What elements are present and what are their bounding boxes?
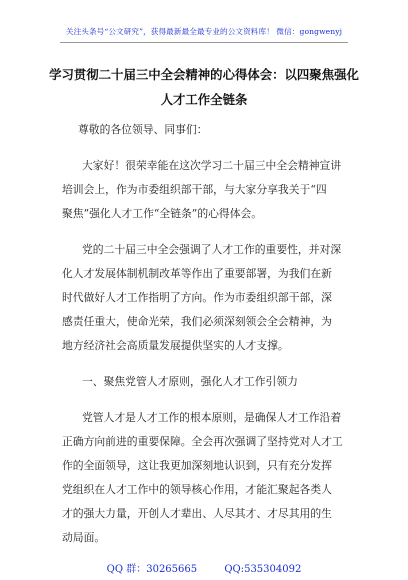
paragraph-line: 才的强大力量，开创人才辈出、人尽其才、才尽其用的生 — [62, 507, 332, 520]
paragraph-line: 大家好！很荣幸能在这次学习二十届三中全会精神宣讲 — [82, 159, 342, 172]
paragraph-line: 地方经济社会高质量发展提供坚实的人才支撑。 — [62, 339, 289, 352]
header-banner: 关注头条号“公文研究”，获得最新最全最专业的公文资料库！ 微信：gongwenyj — [65, 27, 343, 36]
footer — [0, 560, 408, 575]
paragraph-line: 党组织在人才工作中的领导核心作用，才能汇聚起各类人 — [62, 483, 332, 496]
paragraph-line: 党管人才是人才工作的根本原则，是确保人才工作沿着 — [82, 411, 342, 424]
paragraph-line: 时代做好人才工作指明了方向。作为市委组织部干部，深 — [62, 291, 332, 304]
footer-qq-group: QQ 群：30265665 — [106, 564, 198, 575]
paragraph-line: 正确方向前进的重要保障。全会再次强调了坚持党对人才工 — [62, 435, 343, 448]
paragraph-line: 作的全面领导，这让我更加深刻地认识到，只有充分发挥 — [62, 459, 332, 472]
paragraph-line: 党的二十届三中全会强调了人才工作的重要性，并对深 — [82, 243, 342, 256]
section-heading: 一、聚焦党管人才原则，强化人才工作引领力 — [82, 375, 298, 388]
header-divider — [60, 42, 348, 43]
document-title-line1: 学习贯彻二十届三中全会精神的心得体会：以四聚焦强化 — [49, 67, 359, 82]
paragraph-line: 感责任重大，使命光荣，我们必须深刻领会全会精神，为 — [62, 315, 332, 328]
paragraph-line: 聚焦”强化人才工作“全链条”的心得体会。 — [62, 207, 263, 220]
paragraph-line: 动局面。 — [62, 531, 106, 544]
salutation: 尊敬的各位领导、同事们： — [78, 123, 208, 136]
paragraph-line: 培训会上，作为市委组织部干部，与大家分享我关于“四 — [62, 183, 327, 196]
document-title-line2: 人才工作全链条 — [160, 92, 248, 107]
paragraph-line: 化人才发展体制机制改革等作出了重要部署，为我们在新 — [62, 267, 332, 280]
footer-qq: QQ:535304092 — [224, 564, 302, 575]
